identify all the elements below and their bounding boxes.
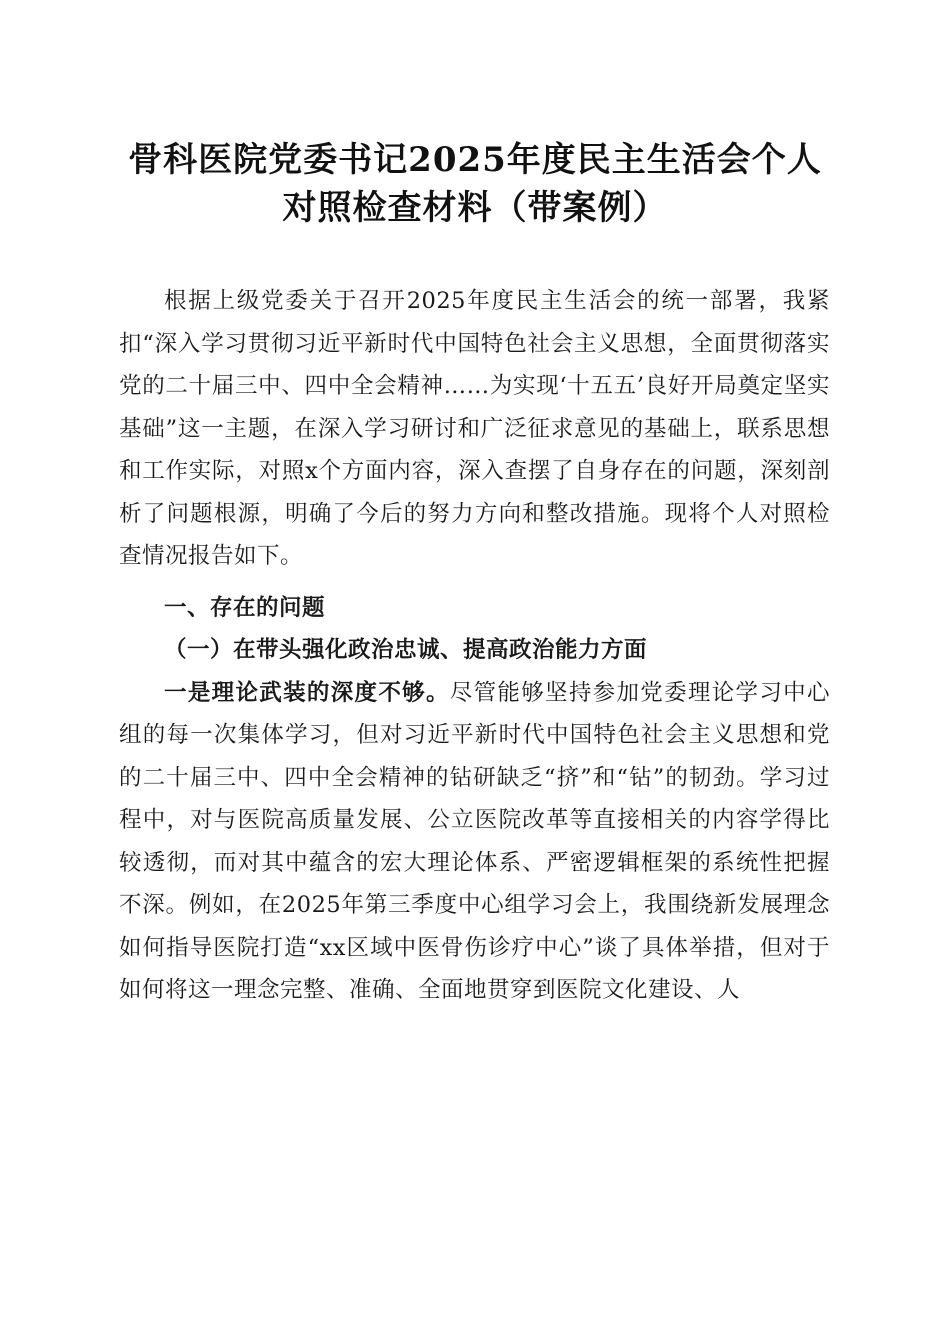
document-title (100, 136, 850, 232)
document-body (119, 280, 830, 1012)
title-line-2: 对照检查材料（带案例） (282, 188, 668, 228)
point-1-lead: 一是理论武装的深度不够。 (164, 679, 450, 706)
section-heading: 一、存在的问题 (164, 594, 326, 621)
point-1-text: 尽管能够坚持参加党委理论学习中心组的每一次集体学习，但对习近平新时代中国特色社会主义思想和党的二十届三中、四中全会精神的钻研缺乏“挤”和“钻”的韧劲。学习过程中，对与医院高质量发展、公立医院改革等直接相关的内容学得比较透彻，而对其中蕴含的宏大理论体系、严密逻辑框架的系统性把握不深。例如，在2025年第三季度中心组学习会上，我围绕新发展理念如何指导医院打造“xx区域中医骨伤诊疗中心”谈了具体举措，但对于如何将这一理念完整、准确、全面地贯穿到医院文化建设、人 (119, 679, 830, 1003)
point-1-paragraph (119, 672, 830, 1012)
subsection-heading: （一）在带头强化政治忠诚、提高政治能力方面 (164, 637, 648, 663)
title-line-1: 骨科医院党委书记2025年度民主生活会个人 (128, 140, 822, 180)
intro-paragraph: 根据上级党委关于召开2025年度民主生活会的统一部署，我紧扣“深入学习贯彻习近平新时代中国特色社会主义思想，全面贯彻落实党的二十届三中、四中全会精神……为实现‘十五五’良好开局奠定坚实基础”这一主题，在深入学习研讨和广泛征求意见的基础上，联系思想和工作实际，对照x个方面内容，深入查摆了自身存在的问题，深刻剖析了问题根源，明确了今后的努力方向和整改措施。现将个人对照检查情况报告如下。 (119, 288, 830, 569)
